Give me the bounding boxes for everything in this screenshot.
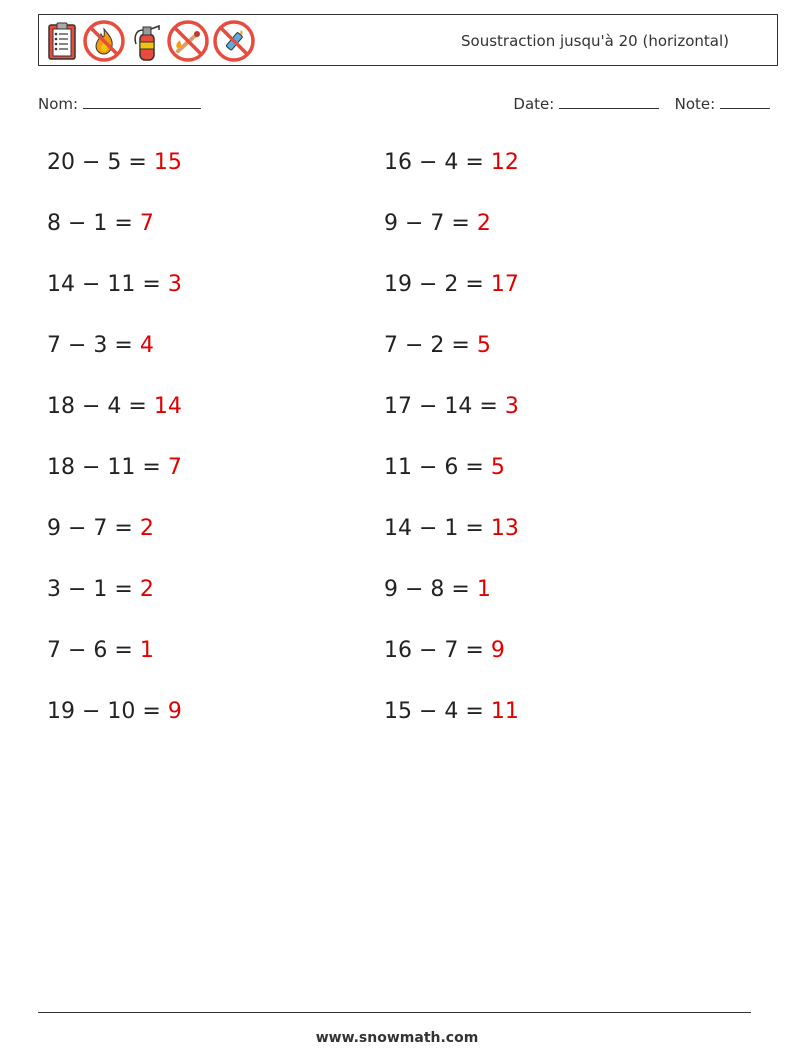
problem-item xyxy=(384,331,491,361)
problem-answer: 11 xyxy=(490,699,519,724)
problem-question: 17 − 14 = xyxy=(384,394,505,419)
problem-question: 14 − 11 = xyxy=(47,272,168,297)
problem-item xyxy=(384,209,491,239)
problem-question: 14 − 1 = xyxy=(384,516,491,541)
problem-answer: 4 xyxy=(139,333,154,358)
problem-item xyxy=(384,575,491,605)
problem-question: 9 − 7 = xyxy=(384,211,477,236)
name-label: Nom: xyxy=(38,95,79,113)
problem-question: 9 − 7 = xyxy=(47,516,140,541)
problem-answer: 9 xyxy=(490,638,505,663)
problem-question: 18 − 4 = xyxy=(47,394,154,419)
header-icons xyxy=(45,20,255,62)
problem-question: 19 − 2 = xyxy=(384,272,491,297)
problem-item xyxy=(47,697,182,727)
problem-question: 15 − 4 = xyxy=(384,699,491,724)
problem-answer: 13 xyxy=(490,516,519,541)
problem-item xyxy=(47,270,182,300)
date-blank[interactable] xyxy=(559,92,659,109)
problem-answer: 17 xyxy=(490,272,519,297)
problem-answer: 9 xyxy=(167,699,182,724)
problem-item xyxy=(384,636,505,666)
problem-answer: 3 xyxy=(504,394,519,419)
problem-item xyxy=(384,270,519,300)
problem-answer: 7 xyxy=(167,455,182,480)
fire-extinguisher-icon xyxy=(129,20,163,62)
problem-question: 16 − 4 = xyxy=(384,150,491,175)
grade-blank[interactable] xyxy=(720,92,770,109)
problem-answer: 3 xyxy=(167,272,182,297)
date-label: Date: xyxy=(513,95,555,113)
problem-answer: 7 xyxy=(139,211,154,236)
problem-question: 8 − 1 = xyxy=(47,211,140,236)
problem-answer: 2 xyxy=(139,516,154,541)
problem-item xyxy=(384,697,519,727)
worksheet-title: Soustraction jusqu'à 20 (horizontal) xyxy=(461,32,729,50)
problem-item xyxy=(47,575,154,605)
problem-question: 11 − 6 = xyxy=(384,455,491,480)
problem-answer: 5 xyxy=(490,455,505,480)
problem-answer: 1 xyxy=(476,577,491,602)
no-lighter-icon xyxy=(213,20,255,62)
no-fire-icon xyxy=(83,20,125,62)
problem-item xyxy=(47,514,154,544)
info-row xyxy=(38,92,770,114)
problem-item xyxy=(47,148,182,178)
problem-item xyxy=(47,453,182,483)
problem-item xyxy=(384,148,519,178)
footer-url: www.snowmath.com xyxy=(315,1030,479,1046)
problem-question: 7 − 2 = xyxy=(384,333,477,358)
problem-item xyxy=(47,209,154,239)
header-box xyxy=(38,14,778,66)
problem-question: 18 − 11 = xyxy=(47,455,168,480)
problem-answer: 1 xyxy=(139,638,154,663)
problem-question: 9 − 8 = xyxy=(384,577,477,602)
name-blank[interactable] xyxy=(83,92,201,109)
problem-item xyxy=(384,392,519,422)
problem-answer: 15 xyxy=(153,150,182,175)
problem-question: 3 − 1 = xyxy=(47,577,140,602)
problem-item xyxy=(47,392,182,422)
problem-item xyxy=(384,514,519,544)
problem-item xyxy=(47,331,154,361)
date-grade-fields xyxy=(513,92,770,113)
problem-question: 19 − 10 = xyxy=(47,699,168,724)
name-field[interactable] xyxy=(38,92,201,113)
problem-question: 16 − 7 = xyxy=(384,638,491,663)
footer-divider xyxy=(38,1012,751,1013)
problem-question: 20 − 5 = xyxy=(47,150,154,175)
problem-answer: 14 xyxy=(153,394,182,419)
grade-label: Note: xyxy=(674,95,716,113)
clipboard-checklist-icon xyxy=(45,21,79,61)
problem-answer: 5 xyxy=(476,333,491,358)
problem-item xyxy=(384,453,505,483)
problem-answer: 12 xyxy=(490,150,519,175)
problem-answer: 2 xyxy=(139,577,154,602)
problem-answer: 2 xyxy=(476,211,491,236)
problem-question: 7 − 3 = xyxy=(47,333,140,358)
no-matches-icon xyxy=(167,20,209,62)
problem-item xyxy=(47,636,154,666)
problem-question: 7 − 6 = xyxy=(47,638,140,663)
